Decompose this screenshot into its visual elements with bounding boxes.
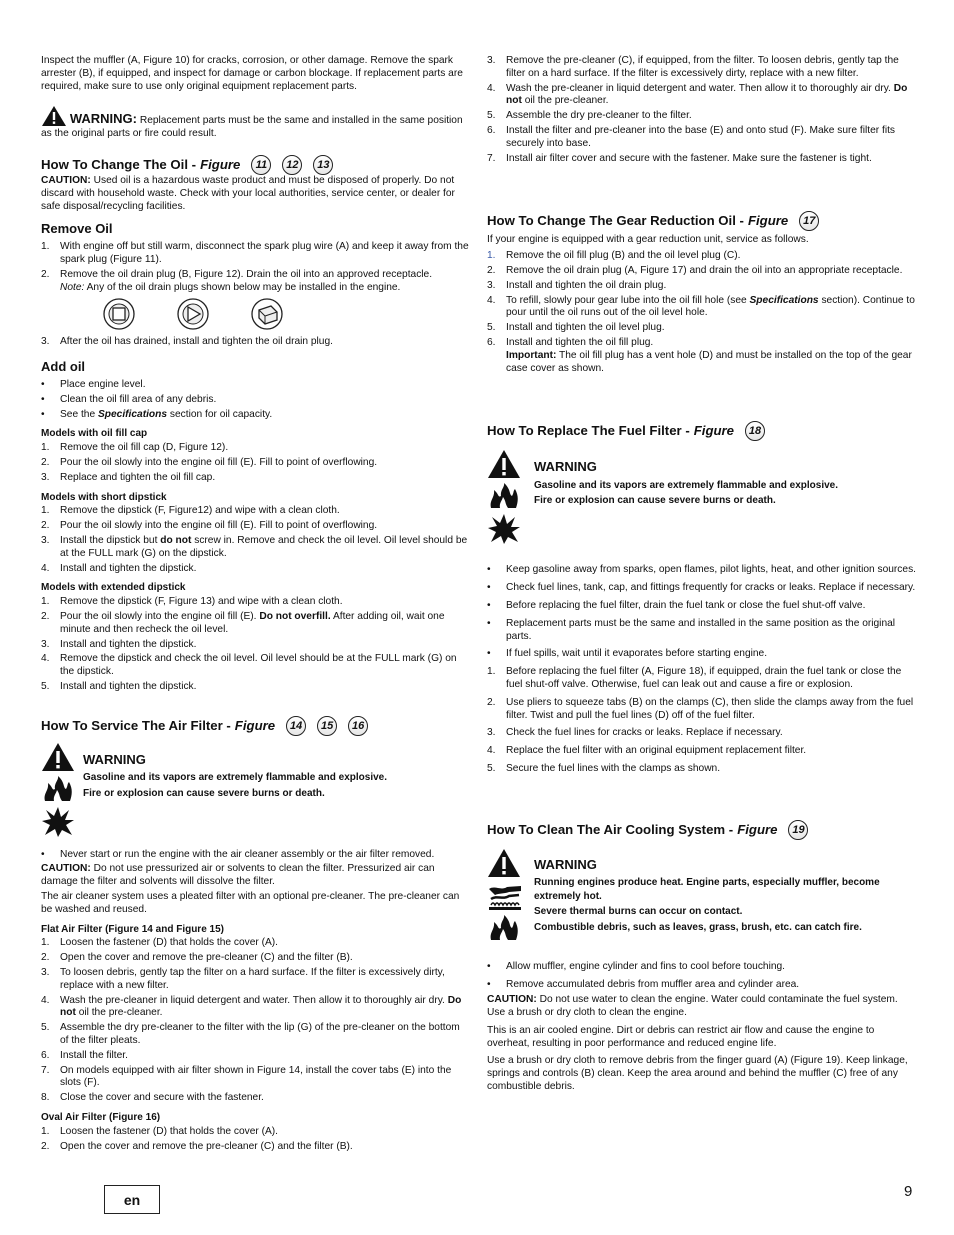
figure-callout: 14	[286, 716, 306, 736]
bullet-item: • Before replacing the fuel filter, drain the fuel tank or close the fuel shut-off valve.	[487, 599, 866, 611]
fuel-filter-heading: How To Replace The Fuel Filter - Figure 18	[487, 421, 917, 441]
list-item: 6. Install the filter and pre-cleaner into the base (E) and onto stud (F). Make sure filter fits securely into base.	[487, 124, 896, 149]
list-item: 7. Install air filter cover and secure with the fastener. Make sure the fastener is tight.	[487, 152, 872, 164]
warning-line: Fire or explosion can cause severe burns or death.	[534, 495, 776, 507]
list-item: 2. Remove the oil drain plug (A, Figure 17) and drain the oil into an appropriate receptacle.	[487, 264, 903, 276]
warning-triangle-icon	[487, 848, 521, 878]
extended-dipstick-heading: Models with extended dipstick	[41, 582, 186, 594]
oil-change-heading: How To Change The Oil - Figure 11 12 13	[41, 155, 471, 175]
fill-cap-heading: Models with oil fill cap	[41, 428, 148, 440]
warning-title: WARNING	[534, 459, 597, 475]
figure-callout: 13	[313, 155, 333, 175]
left-column	[41, 55, 471, 1155]
language-tab: en	[104, 1185, 160, 1214]
figure-callout: 11	[251, 155, 271, 175]
list-item: 5. Assemble the dry pre-cleaner to the filter with the lip (G) of the pre-cleaner on the bottom of the filter pleats.	[41, 1022, 460, 1047]
list-item: 5. Install and tighten the oil level plug.	[487, 322, 665, 334]
fire-icon	[487, 482, 521, 510]
bullet-item: • Clean the oil fill area of any debris.	[41, 393, 217, 405]
air-cooling-caution: CAUTION: Do not use water to clean the engine. Water could contaminate the fuel system. Use a brush or dry cloth to clean the engine.	[487, 994, 898, 1019]
fuel-filter-warning	[487, 449, 917, 548]
figure-callout: 18	[745, 421, 765, 441]
warning-title: WARNING	[83, 751, 146, 767]
warning-line: Gasoline and its vapors are extremely flammable and explosive.	[534, 479, 839, 491]
explosion-icon	[41, 806, 75, 838]
air-cleaner-paragraph: The air cleaner system uses a pleated filter with an optional pre-cleaner. The pre-cleaner can be washed and reused.	[41, 891, 460, 915]
list-item: 3. Check the fuel lines for cracks or leaks. Replace if necessary.	[487, 727, 783, 739]
air-cooling-paragraph: Use a brush or dry cloth to remove debris from the finger guard (A) (Figure 19). Keep linkage, springs and controls (B) clean. Keep the area around and behind the muffler (C) free of any combustible debris.	[487, 1055, 908, 1093]
bullet-item: • Never start or run the engine with the air cleaner assembly or the air filter removed.	[41, 848, 435, 860]
list-item: 1. Remove the oil fill cap (D, Figure 12).	[41, 442, 229, 454]
list-item: 3. Install the dipstick but do not screw in. Remove and check the oil level. Oil level should be at the FULL mark (G) on the dipstick.	[41, 534, 468, 559]
hex-drain-plug-icon	[175, 298, 211, 330]
list-item: 4. Remove the dipstick and check the oil level. Oil level should be at the FULL mark (G) on the dipstick.	[41, 653, 457, 678]
list-item: 2. Open the cover and remove the pre-cleaner (C) and the filter (B).	[41, 1140, 353, 1152]
fire-icon	[41, 775, 75, 803]
bullet-item: • Replacement parts must be the same and installed in the same position as the original parts.	[487, 617, 896, 642]
figure-callout: 16	[348, 716, 368, 736]
air-cooling-paragraph: This is an air cooled engine. Dirt or debris can restrict air flow and cause the engine to overheat, resulting in poor performance and reduced engine life.	[487, 1024, 875, 1049]
figure-callout: 12	[282, 155, 302, 175]
air-filter-warning	[41, 742, 471, 841]
figure-callout: 15	[317, 716, 337, 736]
warning-text: Replacement parts must be the same and installed in the same position as the original parts or fire could result.	[41, 115, 463, 140]
warning-triangle-icon	[41, 105, 67, 127]
list-item: 2. Open the cover and remove the pre-cleaner (C) and the filter (B).	[41, 952, 353, 964]
short-dipstick-heading: Models with short dipstick	[41, 491, 167, 503]
figure-callout: 19	[788, 820, 808, 840]
page-number: 9	[904, 1183, 913, 1200]
remove-oil-heading: Remove Oil	[41, 221, 113, 237]
warning-label: WARNING:	[69, 111, 138, 127]
bullet-item: • Place engine level.	[41, 378, 146, 390]
list-item: 4. Install and tighten the dipstick.	[41, 562, 197, 574]
warning-title: WARNING	[534, 856, 597, 872]
list-item: 5. Install and tighten the dipstick.	[41, 680, 197, 692]
muffler-paragraph: Inspect the muffler (A, Figure 10) for cracks, corrosion, or other damage. Remove the spark arrester (B), if equipped, and inspect for damage or carbon blockage. If replacement parts are required, make sure to use only original equipment replacement parts.	[41, 55, 463, 92]
list-item: 2. Pour the oil slowly into the engine oil fill (E). Fill to point of overflowing.	[41, 520, 378, 532]
air-cooling-warning	[487, 848, 917, 945]
list-item: 8. Close the cover and secure with the fastener.	[41, 1092, 264, 1104]
list-item: 6. Install and tighten the oil fill plug. Important: The oil fill plug has a vent hole (D) and must be installed on the top of the gear case cover as shown.	[487, 336, 912, 374]
list-item: 4. Replace the fuel filter with an original equipment replacement filter.	[487, 745, 807, 757]
list-item: 1. Remove the dipstick (F, Figure12) and wipe with a clean cloth.	[41, 505, 340, 517]
bullet-item: • Remove accumulated debris from muffler area and cylinder area.	[487, 978, 800, 990]
bullet-item: • Keep gasoline away from sparks, open flames, pilot lights, heat, and other ignition sources.	[487, 564, 916, 576]
list-item: 2. Pour the oil slowly into the engine oil fill (E). Do not overfill. After adding oil, wait one minute and then recheck the oil level.	[41, 610, 445, 635]
list-item: 3. Install and tighten the oil drain plug.	[487, 279, 667, 291]
warning-line: Fire or explosion can cause severe burns or death.	[83, 787, 325, 799]
figure-callout: 17	[799, 211, 819, 231]
list-item: 4. Wash the pre-cleaner in liquid detergent and water. Then allow it to thoroughly air dry. Do not oil the pre-cleaner.	[487, 82, 908, 107]
list-item: 3. After the oil has drained, install and tighten the oil drain plug.	[41, 336, 333, 348]
right-column	[487, 55, 917, 1099]
list-item: 2. Pour the oil slowly into the engine oil fill (E). Fill to point of overflowing.	[41, 456, 378, 468]
warning-line: Severe thermal burns can occur on contact.	[534, 906, 743, 918]
socket-drain-plug-icon	[249, 298, 285, 330]
list-item: 1. Before replacing the fuel filter (A, Figure 18), if equipped, drain the fuel tank or close the fuel shut-off valve. Otherwise, fuel can leak out and cause a fire or explosion.	[487, 666, 902, 690]
explosion-icon	[487, 513, 521, 545]
list-item: 4. To refill, slowly pour gear lube into the oil fill hole (see Specifications section). Continue to pour until the oil runs out of the oil level hole.	[487, 294, 915, 319]
list-item: 1. Loosen the fastener (D) that holds the cover (A).	[41, 937, 279, 949]
list-item: 2. Use pliers to squeeze tabs (B) on the clamps (C), then slide the clamps away from the fuel filter. Twist and pull the fuel lines (D) off of the fuel filter.	[487, 696, 914, 721]
hot-surface-icon	[487, 881, 523, 911]
flat-air-filter-heading: Flat Air Filter (Figure 14 and Figure 15)	[41, 923, 224, 935]
gear-oil-heading: How To Change The Gear Reduction Oil - Figure 17	[487, 211, 917, 231]
list-item: 3. Replace and tighten the oil fill cap.	[41, 471, 216, 483]
list-item: 5. Secure the fuel lines with the clamps as shown.	[487, 762, 721, 774]
square-drain-plug-icon	[101, 298, 137, 330]
list-item: 3. Install and tighten the dipstick.	[41, 638, 197, 650]
add-oil-heading: Add oil	[41, 359, 86, 375]
list-item: 4. Wash the pre-cleaner in liquid detergent and water. Then allow it to thoroughly air dry. Do not oil the pre-cleaner.	[41, 994, 462, 1019]
list-item: 7. On models equipped with air filter shown in Figure 14, install the cover tabs (E) into the slots (F).	[41, 1064, 452, 1089]
list-item: 2. Remove the oil drain plug (B, Figure 12). Drain the oil into an approved receptacle. Note: Any of the oil drain plugs shown below may be installed in the engine.	[41, 268, 433, 293]
list-item: 3. To loosen debris, gently tap the filter on a hard surface. If the filter is excessively dirty, replace with a new filter.	[41, 967, 445, 991]
air-cooling-heading: How To Clean The Air Cooling System - Figure 19	[487, 820, 917, 840]
bullet-item: • See the Specifications section for oil capacity.	[41, 408, 273, 420]
warning-triangle-icon	[41, 742, 75, 772]
list-item: 1. Loosen the fastener (D) that holds the cover (A).	[41, 1125, 279, 1137]
list-item: 5. Assemble the dry pre-cleaner to the filter.	[487, 110, 692, 122]
bullet-item: • Allow muffler, engine cylinder and fins to cool before touching.	[487, 960, 786, 972]
warning-line: Combustible debris, such as leaves, grass, brush, etc. can catch fire.	[534, 921, 862, 933]
warning-line: Gasoline and its vapors are extremely flammable and explosive.	[83, 772, 388, 784]
list-item: 6. Install the filter.	[41, 1049, 128, 1061]
list-item: 1. Remove the dipstick (F, Figure 13) and wipe with a clean cloth.	[41, 596, 343, 608]
drain-plug-illustrations	[101, 298, 471, 330]
replacement-warning	[41, 105, 471, 141]
warning-line: Running engines produce heat. Engine parts, especially muffler, become extremely hot.	[534, 877, 880, 902]
gear-intro: If your engine is equipped with a gear reduction unit, service as follows.	[487, 234, 809, 246]
list-item: 1. With engine off but still warm, disconnect the spark plug wire (A) and keep it away from the spark plug (Figure 11).	[41, 241, 469, 265]
bullet-item: • Check fuel lines, tank, cap, and fittings frequently for cracks or leaks. Replace if necessary.	[487, 582, 916, 594]
air-filter-caution: CAUTION: Do not use pressurized air or solvents to clean the filter. Pressurized air can damage the filter and solvents will dissolve the filter.	[41, 863, 435, 888]
bullet-item: • If fuel spills, wait until it evaporates before starting engine.	[487, 648, 768, 660]
list-item: 1. Remove the oil fill plug (B) and the oil level plug (C).	[487, 250, 741, 262]
list-item: 3. Remove the pre-cleaner (C), if equipped, from the filter. To loosen debris, gently tap the filter on a hard surface. If the filter is excessively dirty, replace with a new filter.	[487, 55, 899, 79]
oil-caution: CAUTION: Used oil is a hazardous waste product and must be disposed of properly. Do not discard with household waste. Check with your local authorities, service center, or dealer for safe disposal/recycling facilities.	[41, 174, 455, 212]
oval-air-filter-heading: Oval Air Filter (Figure 16)	[41, 1112, 161, 1124]
fire-icon	[487, 914, 521, 942]
air-filter-heading: How To Service The Air Filter - Figure 14 15 16	[41, 716, 471, 736]
warning-triangle-icon	[487, 449, 521, 479]
